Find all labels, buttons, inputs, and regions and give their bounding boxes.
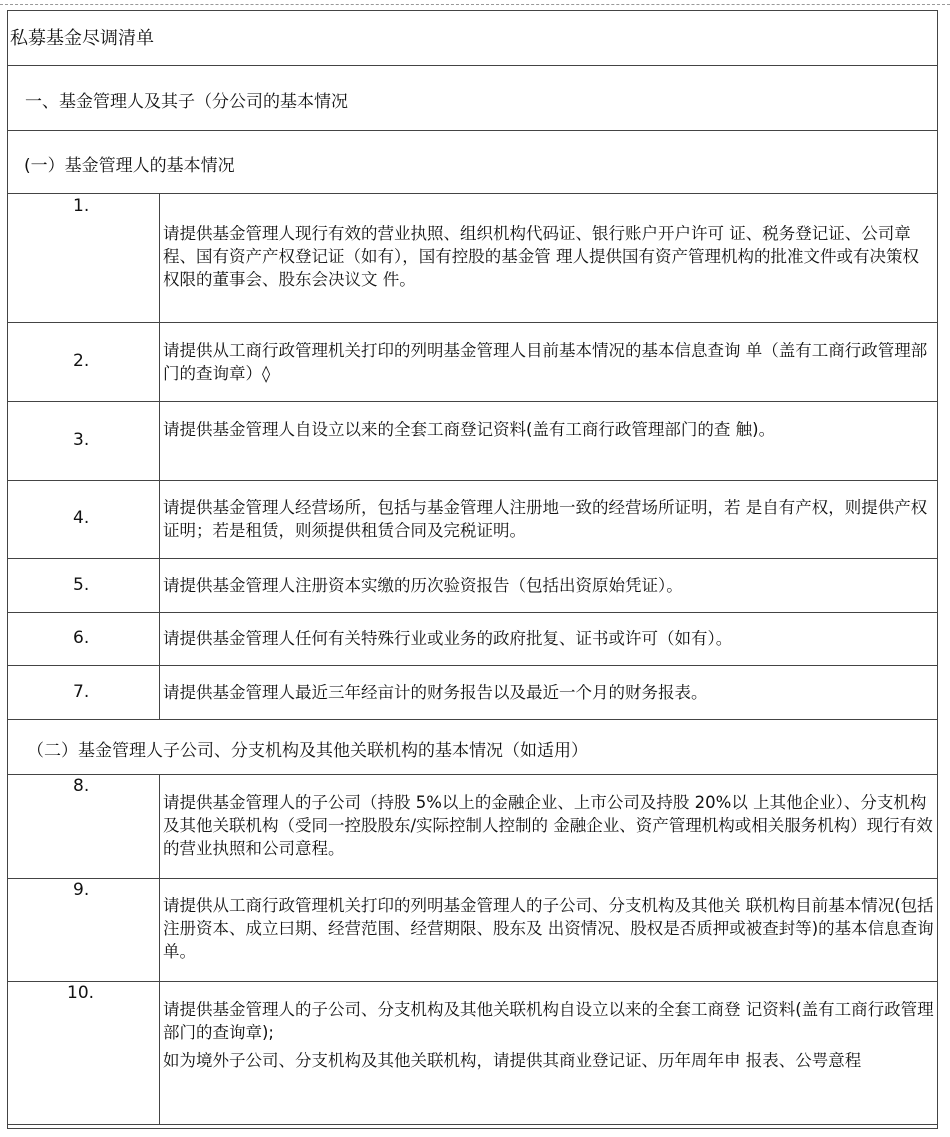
row-divider: [7, 401, 938, 402]
item-number: 7.: [73, 682, 90, 702]
item-text: 请提供基金管理人注册资本实缴的历次验资报告（包括出资原始凭证）。: [163, 576, 683, 595]
item-number: 9.: [73, 880, 90, 900]
column-divider: [159, 193, 160, 719]
item-text: 请提供基金管理人任何有关特殊行业或业务的政府批复、证书或许可（如有）。: [163, 629, 733, 648]
document-title: 私募基金尽调清单: [10, 28, 154, 49]
item-text: 请提供基金管理人的子公司、分支机构及其他关联机构自设立以来的全套工商登 记资料(盖有工商行政管理部门的查询章);: [163, 1000, 934, 1042]
row-divider: [7, 322, 938, 323]
top-dashed-border: [0, 4, 950, 5]
item-text: 如为境外子公司、分支机构及其他关联机构，请提供其商业登记证、历年周年申 报表、公咢意程: [163, 1051, 862, 1070]
subsection-heading: (一）基金管理人的基本情况: [24, 156, 235, 176]
row-divider: [7, 193, 938, 194]
item-number: 5.: [73, 575, 90, 595]
item-number: 10.: [67, 983, 95, 1003]
item-number: 3.: [73, 430, 90, 450]
table-left-border: [7, 10, 8, 1128]
item-text: 请提供基金管理人最近三年经亩计的财务报告以及最近一个月的财务报表。: [163, 683, 708, 702]
item-text: 请提供基金管理人经营场所，包括与基金管理人注册地一致的经营场所证明，若 是自有产权，则提供产权证明；若是租赁，则须提供租赁合同及完税证明。: [163, 498, 928, 540]
bottom-border: [7, 1128, 938, 1129]
row-divider: [7, 10, 938, 11]
item-text-block: [163, 998, 935, 1072]
item-number: 4.: [73, 508, 90, 528]
item-number: 6.: [73, 628, 90, 648]
column-divider: [159, 774, 160, 1124]
section-heading: 一、基金管理人及其子（分公司的基本情况: [25, 92, 348, 112]
row-divider: [7, 719, 938, 720]
row-divider: [7, 65, 938, 66]
row-divider: [7, 1124, 938, 1125]
row-divider: [7, 774, 938, 775]
item-number: 8.: [73, 776, 90, 796]
item-number: 1.: [73, 196, 90, 216]
row-divider: [7, 480, 938, 481]
item-text: 请提供从工商行政管理机关打印的列明基金管理人的子公司、分支机构及其他关 联机构目前基本情况(包括注册资本、成立曰期、经营范围、经营期限、股东及 出资情况、股权是否质押或被查封等)的基本信息查询单。: [163, 896, 934, 961]
table-right-border: [937, 10, 938, 1128]
row-divider: [7, 612, 938, 613]
item-number: 2.: [73, 351, 90, 371]
row-divider: [7, 981, 938, 982]
item-text: 请提供从工商行政管理机关打印的列明基金管理人目前基本情况的基本信息查询 单（盖有工商行政管理部门的查询章）◊: [163, 341, 928, 383]
row-divider: [7, 558, 938, 559]
row-divider: [7, 130, 938, 131]
row-divider: [7, 878, 938, 879]
item-text: 请提供基金管理人自设立以来的全套工商登记资料(盖有工商行政管理部门的查 触)。: [163, 420, 776, 439]
subsection-heading: （二）基金管理人子公司、分支机构及其他关联机构的基本情况（如适用）: [27, 741, 588, 761]
item-text: 请提供基金管理人现行有效的营业执照、组织机构代码证、银行账户开户许可 证、税务登记证、公司章程、国有资产产权登记证（如有），国有控股的基金管 理人提供国有资产管理机构的批准文件或有决策权权限的董事会、股东会决议文 件。: [163, 224, 919, 289]
row-divider: [7, 665, 938, 666]
item-text: 请提供基金管理人的子公司（持股 5%以上的金融企业、上市公司及持股 20%以 上其他企业）、分支机构及其他关联机构（受同一控股股东/实际控制人控制的 金融企业、资产管理机构或相关服务机构）现行有效的营业执照和公司意程。: [163, 793, 933, 858]
